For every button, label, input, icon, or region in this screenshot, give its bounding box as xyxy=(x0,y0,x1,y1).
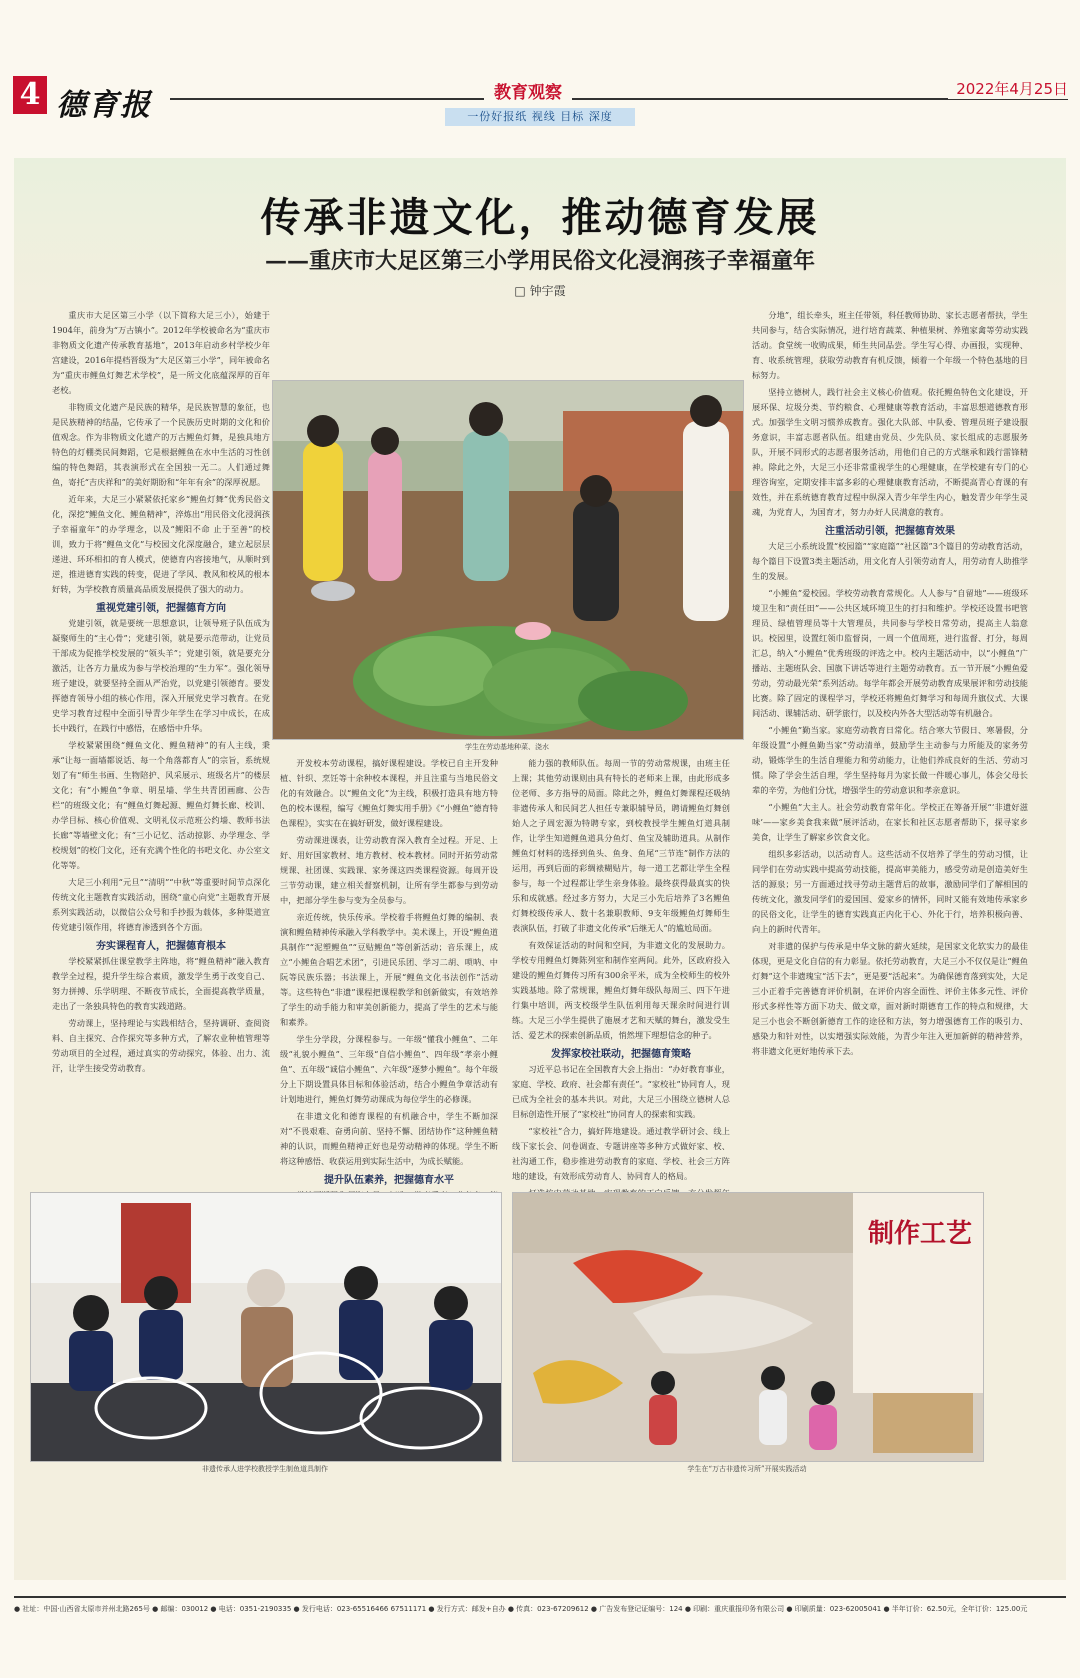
paragraph: 有效保证活动的时间和空间，为非遗文化的发展助力。学校专用鲤鱼灯舞陈列室和制作室两间。此外，区政府投入建设的鲤鱼灯舞传习所有300余平米，成为全校师生的校外实践基地。除了常规课，鲤鱼灯舞年级队每周三、四下午进行集中培训，两支校级学生队伍利用每天课余时间进行训练。大足三小学生提供了施展才艺和天赋的舞台，激发受生活、爱艺术的探索创新品质，悄然埋下理想信念的种子。 xyxy=(512,940,730,1040)
article-subtitle: ——重庆市大足区第三小学用民俗文化浸润孩子幸福童年 xyxy=(264,248,815,274)
issue-date: 2022年4月25日 xyxy=(948,78,1068,99)
text-column-1 xyxy=(52,308,270,1320)
page-number: 4 xyxy=(13,76,47,114)
article-author: □ 钟宇霞 xyxy=(514,284,566,298)
paragraph: 坚持立德树人，践行社会主义核心价值观。依托鲤鱼特色文化建设，开展环保、垃圾分类、节约粮食、心理健康等教育活动，丰富思想道德教育形式。加强学生文明习惯养成教育。强化大队部、中队委、管理员班子建设服务意识，丰富志愿者队伍。组建由党员、少先队员、家长组成的志愿服务队，开展不同形式的志愿者服务活动，用他们自己的方式继承和践行雷锋精神。除此之外，大足三小还非常重视学生的心理健康，在学校建有专门的心理咨询室，定期安排丰富多彩的心理健康教育活动，不断提高青心育课的有效性，并在系统德育教育过程中纵深入青少年学生内心，触发青少年学生灵魂，为党育人，为国育才，努力办好人民满意的教育。 xyxy=(752,387,1028,517)
paragraph: 在非遗文化和德育课程的有机融合中，学生不断加深对“不畏艰难、奋勇向前、坚持不懈、团结协作”这种鲤鱼精神的认识，而鲤鱼精神正好也是劳动精神的体现。学生不断将这种感悟、收获运用到实际生活中，为成长赋能。 xyxy=(280,1111,498,1166)
paragraph: 组织多彩活动，以活动育人。这些活动不仅培养了学生的劳动习惯，让同学们在劳动实践中提高劳动技能，提高审美能力，感受劳动是创造美好生活的源泉；另一方面通过找寻劳动主题背后的故事，激励同学们了解相国的传统文化，激发同学们的爱国国、爱家乡的情怀，同时又能有效地传承家乡的民俗文化，让学生的德育实践真正内化于心、外化于行，培养积极向善、向上的新时代青年。 xyxy=(752,849,1028,934)
paragraph: 分地”，组长牵头，班主任带领，科任教师协助、家长志愿者帮扶，学生共同参与，结合实际情况，进行培育蔬菜、种植果树、养殖家禽等劳动实践活动。食堂统一收购成果，师生共同品尝。学生写心得、办画报，实现种、育、收系统管理，获取劳动教育有机反馈，倾着一个年级一个特色基地的目标努力。 xyxy=(752,310,1028,380)
paragraph: 劳动课进课表，让劳动教育深入教育全过程。开足、上好、用好国家教材、地方教材、校本教材。同时开拓劳动常规课、社团课、实践课、家务课这四类课程资源。每周开设三节劳动课，建立相关督察机制，让所有学生都参与到劳动中，把部分学生参与变为全员参与。 xyxy=(280,835,498,905)
paragraph: 习近平总书记在全国教育大会上指出：“办好教育事业，家庭、学校、政府、社会都有责任”。“家校社”协同育人，现已成为全社会的基本共识。对此，大足三小围绕立德树人总目标创造性开展了“家校社”协同育人的探索和实践。 xyxy=(512,1064,730,1119)
paragraph: 能力强的教师队伍。每周一节的劳动常规课，由班主任上课；其他劳动课则由具有特长的老师来上课，由此形成多位老师、多方指导的局面。除此之外，鲤鱼灯舞课程还吸纳非遗传承人和民间艺人担任专兼职辅导员，聘请鲤鱼灯舞创始人之子周宏源为特聘专家，到校教授学生鲤鱼灯道具制作，让学生知道鲤鱼道具分鱼灯、鱼宝及辅助道具。从制作鲤鱼灯材料的选择到鱼头、鱼身、鱼尾“三节连”制作方法的运用，再到后面的彩绸裱糊贴片，每一道工艺都让学生全程参与，每一个过程都让学生亲身体验。最终获得最真实的快乐和成就感。经过多方努力，大足三小先后培养了3名鲤鱼灯舞校级传承人、数十名兼职教师、9支年级鲤鱼灯舞师生表演队伍，打破了非遗文化传承“后继无人”的尴尬局面。 xyxy=(512,758,730,933)
paragraph: 亲近传统，快乐传承。学校着手将鲤鱼灯舞的编制、表演和鲤鱼精神传承融入学科教学中。美术课上，开设“鲤鱼道具制作”“泥塑鲤鱼”“豆贴鲤鱼”等创新活动；音乐课上，成立“小鲤鱼合唱艺术团”，引进民乐团、学习二胡、唢呐、中阮等民族乐器；书法课上，开展“鲤鱼文化书法创作”活动等。这些特色“非遗”课程把课程教学和创新做实，有效培养了学生的动手能力和审美创新能力，提高了学生的艺术与能和素养。 xyxy=(280,912,498,1027)
paragraph: “家校社”合力，搞好阵地建设。通过教学研讨会、线上线下家长会、问卷调查、专题讲座等多种方式做好家、校、社沟通工作，稳步推进劳动教育的家庭、学校、社会三方阵地的建设，有效形成劳动育人、协同育人的格局。 xyxy=(512,1126,730,1181)
photo3-caption: 学生在“万古非遗传习所”开展实践活动 xyxy=(687,1465,807,1473)
paragraph: 重庆市大足区第三小学（以下简称大足三小），始建于1904年，前身为“万古镇小”。2012年学校被命名为“重庆市非物质文化遗产传承教育基地”，2013年启动乡村学校少年宫建设，2016年提档晋级为“大足区第三小学”，同年被命名为“重庆市鲤鱼灯舞艺术学校”，是一所文化底蕴深厚的百年老校。 xyxy=(52,310,270,395)
workshop-sign: 制作工艺 xyxy=(867,1219,972,1249)
masthead xyxy=(0,0,1080,150)
section-heading: 注重活动引领，把握德育效果 xyxy=(825,526,955,537)
paragraph: 开发校本劳动课程，搞好课程建设。学校已自主开发种植、针织、烹饪等十余种校本课程，并且注重与当地民俗文化的有效融合。以“鲤鱼文化”为主线，积极打造具有地方特色的校本课程，编写《鲤鱼灯舞实用手册》《“小鲤鱼”德育特色课程》，实实在在搞好研发，做好课程建设。 xyxy=(280,758,498,828)
paragraph: 大足三小利用“元旦”“清明”“中秋”等重要时间节点深化传统文化主题教育实践活动，围绕“童心向党”主题教育开展系列实践活动，以微信公众号和手抄报为载体，多种渠道宣传党建引领作用，将德育渗透到各个方面。 xyxy=(52,877,270,932)
photo1-caption: 学生在劳动基地种菜、浇水 xyxy=(465,743,549,751)
footer-info: ● 社址：中国·山西省太原市并州北路265号 ● 邮编：030012 ● 电话：0351-2190335 ● 发行电话：023-65516466 67511171 ● 发行方式：邮发+自办 ● 传真：023-67209612 ● 广告发布登记证编号：124 ● 印刷：重庆重报印务有限公司 ● 印刷质量：023-62005041 ● 半年订价：62.50元，全年订价：125.00元 xyxy=(14,1596,1066,1614)
paragraph: 学校紧紧抓住课堂教学主阵地，将“鲤鱼精神”融入教育教学全过程，提升学生综合素质，激发学生勇于改变自己、努力拼搏、乐学明理、不断夜节成长，全面提高教学质量，走出了一条独具特色的教育实践道路。 xyxy=(52,956,270,1011)
paragraph: 学校紧紧围绕“鲤鱼文化、鲤鱼精神”的有人主线，秉承“让每一面墙都说话、每一个角落都育人”的宗旨，系统规划了有“师生书画、生物陪护、风采展示、班级名片”的楼层文化；有“小鲤鱼”争章、明星墙、学生共青团画廊、公告栏”的班级文化；有“鲤鱼灯舞起源、鲤鱼灯舞长廊、校训、办学目标、核心价值观、文明礼仪示范班公约墙、教师书法长廊”等墙壁文化；有“三小记忆、活动掠影、办学理念、学校规划”的校门文化，还有充满个性化的书吧文化、办公室文化等等。 xyxy=(52,740,270,870)
photo-heritage-workshop xyxy=(512,1192,984,1462)
slogan-banner: 一份好报纸 视线 目标 深度 xyxy=(445,108,635,126)
paragraph: 大足三小系统设置“校园篇”“家庭篇”“社区篇”3个篇目的劳动教育活动，每个篇目下设置3类主题活动，用文化育人引领劳动育人，用劳动育人助推学生的发展。 xyxy=(752,541,1028,581)
article-title: 传承非遗文化，推动德育发展 xyxy=(260,195,820,241)
paragraph: 非物质文化遗产是民族的精华，是民族智慧的象征，也是民族精神的结晶，它传承了一个民族历史时期的文化和价值观念。作为非物质文化遗产的万古鲤鱼灯舞，是独具地方特色的灯棚类民间舞蹈，它是根据鲤鱼在水中生活的习性创编的特色舞蹈，其表演形式在全国独一无二。人们通过舞鱼，寄托“吉庆祥和”的美好期盼和“年年有余”的深厚祝愿。 xyxy=(52,402,270,487)
photo-lantern-making xyxy=(30,1192,502,1462)
section-heading: 夯实课程育人，把握德育根本 xyxy=(96,941,226,952)
section-heading: 发挥家校社联动，把握德育策略 xyxy=(551,1049,691,1060)
paper-name: 德育报 xyxy=(56,88,152,123)
paragraph: 对非遗的保护与传承是中华文脉的薪火延续，是国家文化软实力的最佳体现，更是文化自信的有力彰显。依托劳动教育，大足三小不仅仅是让“鲤鱼灯舞”这个非遗瑰宝“活下去”，更是要“活起来”。为确保德育落到实处，大足三小正着手完善德育评价机制，在评价内容全面性、评价主体多元性、评价形式多样性等方面下功夫、做文章，面对新时期德育工作的特点和规律，大足三小也会不断创新德育工作的途径和方法，努力增强德育工作的吸引力、感染力和针对性，以实增强实际效能，为青少年注入更加新鲜的精神营养，将非遗文化更好地传承下去。 xyxy=(752,941,1028,1056)
paragraph: “小鲤鱼”大主人。社会劳动教育常年化。学校正在筹备开展“‘非遗好滋味’——家乡美食我来做”展评活动，在家长和社区志愿者帮助下，探寻家乡美食，让学生了解家乡饮食文化。 xyxy=(752,802,1028,842)
section-heading: 提升队伍素养，把握德育水平 xyxy=(324,1175,454,1186)
article-panel xyxy=(14,158,1066,1580)
paragraph: “小鲤鱼”爱校园。学校劳动教育常规化。人人参与“自留地”——班级环境卫生和“责任田”——公共区域环境卫生的打扫和维护。学校还设置书吧管理员、绿植管理员等十大管理员，共同参与学校日常劳动，提高主人翁意识。校园里，设置红领巾监督岗，一周一个值周班，进行监督、打分，每周汇总，纳入“小鲤鱼”优秀班级的评选之中。校内主题活动中，以“小鲤鱼”广播站、主题班队会、国旗下讲话等进行主题劳动教育。五一节开展“小鲤鱼爱劳动，劳动最光荣”系列活动。每学年都会开展劳动教育成果展评和劳动技能比赛。除了固定的课程学习，学校还将鲤鱼灯舞学习和每周升旗仪式、大课间活动、课辅活动、研学旅行，以及校内外各大型活动等有机融合。 xyxy=(752,588,1028,718)
paragraph: 劳动课上，坚持理论与实践相结合，坚持调研、查阅资料、自主探究、合作探究等多种方式，了解农业种植管理等劳动项目的全过程，通过真实的劳动探究，体验、出力、流汗，让学生接受劳动教育。 xyxy=(52,1018,270,1073)
photo-garden-students xyxy=(272,380,744,740)
header-rule xyxy=(170,98,1068,100)
paragraph: 党建引领，就是要统一思想意识，让领导班子队伍成为凝聚师生的“主心骨”；党建引领，就是要示范带动，让党员干部成为促推学校发展的“领头羊”；党建引领，就是要充分激活，让各方力量成为参与学校治理的“生力军”。强化领导班子建设，就要坚持全面从严治党，以党建引领德育。要发挥德育领导小组的核心作用，深入开展党史学习教育。在党史学习教育过程中全面引导青少年学生在学习中成长，在成长中践行，在践行中感悟，在感悟中升华。 xyxy=(52,618,270,733)
section-heading: 重视党建引领，把握德育方向 xyxy=(96,603,226,614)
photo2-caption: 非遗传承人进学校教授学生制鱼道具制作 xyxy=(202,1465,328,1473)
paragraph: 学生分学段，分课程参与。一年级“懂我小鲤鱼”、二年级“礼貌小鲤鱼”、三年级“自信小鲤鱼”、四年级“孝亲小鲤鱼”、五年级“诚信小鲤鱼”、六年级“逐梦小鲤鱼”。每个年级分上下期设置具体目标和体验活动，结合小鲤鱼争章活动有计划地进行，鲤鱼灯舞劳动课成为每位学生的必修课。 xyxy=(280,1034,498,1104)
paragraph: 近年来，大足三小紧紧依托家乡“鲤鱼灯舞”优秀民俗文化，深挖“鲤鱼文化、鲤鱼精神”，淬炼出“用民俗文化浸润孩子幸福童年”的办学理念，以及“鲤阳不命 止于至善”的校训，致力于将“鲤鱼文化”与校园文化深度融合，建立起层层递进、环环相扣的育人模式，使德育内容接地气，从顺时到逆，推进德育实践的转变，促进了学风、教风和校风的根本好转，为学校教育质量高品质发展提供了强大的动力。 xyxy=(52,494,270,594)
text-column-4 xyxy=(752,308,1028,1330)
section-title: 教育观察 xyxy=(484,78,572,103)
paragraph: “小鲤鱼”勤当家。家庭劳动教育日常化。结合寒大节假日、寒暑假，分年级设置“小鲤鱼勤当家”劳动清单，鼓励学生主动参与力所能及的家务劳动，锻炼学生的生活自理能力和劳动能力，让他们养成良好的生活、劳动习惯。除了学会生活自理，学生坚持每月为家长做一件暖心事儿，体会父母长辈的辛劳，为他们分忧，增强学生的劳动意识和孝亲意识。 xyxy=(752,725,1028,795)
